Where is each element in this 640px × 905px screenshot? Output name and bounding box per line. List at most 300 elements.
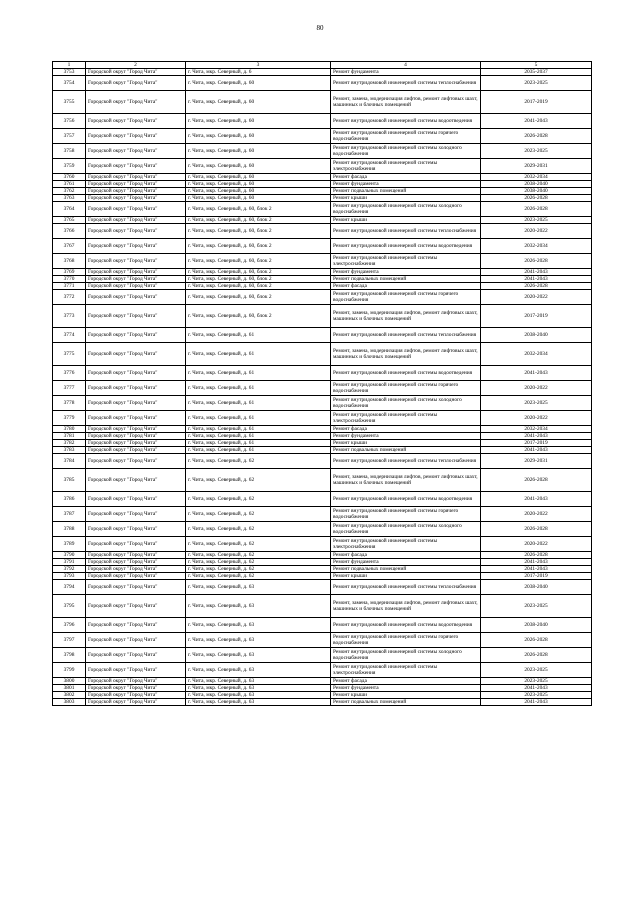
work-type-cell: Ремонт внутридомовой инженерной системы холодного водоснабжения xyxy=(331,396,481,411)
municipality-cell: Городской округ "Город Чита" xyxy=(86,566,186,573)
work-type-cell: Ремонт крыши xyxy=(331,440,481,447)
work-type-cell: Ремонт подвальных помещений xyxy=(331,447,481,454)
municipality-cell: Городской округ "Город Чита" xyxy=(86,454,186,469)
period-cell: 2023-2025 xyxy=(481,396,592,411)
column-header: 2 xyxy=(86,62,186,69)
municipality-cell: Городской округ "Город Чита" xyxy=(86,217,186,224)
address-cell: г. Чита, мкр. Северный, д. 60 xyxy=(186,195,331,202)
address-cell: г. Чита, мкр. Северный, д. 63 xyxy=(186,633,331,648)
work-type-cell: Ремонт, замена, модернизация лифтов, ремонт лифтовых шахт, машинных и блочных помещений xyxy=(331,595,481,618)
table-row xyxy=(53,290,592,305)
period-cell: 2041-2043 xyxy=(481,269,592,276)
table-row xyxy=(53,633,592,648)
table-row xyxy=(53,522,592,537)
work-type-cell: Ремонт внутридомовой инженерной системы водоотведения xyxy=(331,366,481,381)
table-row xyxy=(53,440,592,447)
table-row xyxy=(53,366,592,381)
municipality-cell: Городской округ "Город Чита" xyxy=(86,76,186,91)
row-number-cell: 3781 xyxy=(53,433,86,440)
table-row xyxy=(53,469,592,492)
municipality-cell: Городской округ "Город Чита" xyxy=(86,202,186,217)
municipality-cell: Городской округ "Город Чита" xyxy=(86,552,186,559)
table-row xyxy=(53,552,592,559)
address-cell: г. Чита, мкр. Северный, д. 60 xyxy=(186,174,331,181)
municipality-cell: Городской округ "Город Чита" xyxy=(86,129,186,144)
address-cell: г. Чита, мкр. Северный, д. 61 xyxy=(186,426,331,433)
address-cell: г. Чита, мкр. Северный, д. 60, блок 2 xyxy=(186,224,331,239)
work-type-cell: Ремонт фасада xyxy=(331,283,481,290)
period-cell: 2023-2025 xyxy=(481,217,592,224)
address-cell: г. Чита, мкр. Северный, д. 61 xyxy=(186,440,331,447)
row-number-cell: 3773 xyxy=(53,305,86,328)
row-number-cell: 3794 xyxy=(53,580,86,595)
address-cell: г. Чита, мкр. Северный, д. 61 xyxy=(186,447,331,454)
period-cell: 2026-2028 xyxy=(481,633,592,648)
page-number: 80 xyxy=(316,24,324,32)
municipality-cell: Городской округ "Город Чита" xyxy=(86,522,186,537)
table-row xyxy=(53,174,592,181)
work-type-cell: Ремонт внутридомовой инженерной системы холодного водоснабжения xyxy=(331,202,481,217)
municipality-cell: Городской округ "Город Чита" xyxy=(86,633,186,648)
work-type-cell: Ремонт внутридомовой инженерной системы теплоснабжения xyxy=(331,76,481,91)
address-cell: г. Чита, мкр. Северный, д. 60 xyxy=(186,129,331,144)
row-number-cell: 3802 xyxy=(53,692,86,699)
work-type-cell: Ремонт фасада xyxy=(331,552,481,559)
period-cell: 2038-2040 xyxy=(481,181,592,188)
table-body xyxy=(53,62,592,706)
period-cell: 2038-2040 xyxy=(481,618,592,633)
address-cell: г. Чита, мкр. Северный, д. 62 xyxy=(186,492,331,507)
work-type-cell: Ремонт фундамента xyxy=(331,559,481,566)
address-cell: г. Чита, мкр. Северный, д. 61 xyxy=(186,343,331,366)
table-row xyxy=(53,426,592,433)
work-type-cell: Ремонт внутридомовой инженерной системы электроснабжения xyxy=(331,159,481,174)
municipality-cell: Городской округ "Город Чита" xyxy=(86,426,186,433)
row-number-cell: 3754 xyxy=(53,76,86,91)
row-number-cell: 3785 xyxy=(53,469,86,492)
row-number-cell: 3787 xyxy=(53,507,86,522)
row-number-cell: 3793 xyxy=(53,573,86,580)
table-row xyxy=(53,692,592,699)
table-row xyxy=(53,159,592,174)
row-number-cell: 3764 xyxy=(53,202,86,217)
period-cell: 2023-2025 xyxy=(481,76,592,91)
address-cell: г. Чита, мкр. Северный, д. 61 xyxy=(186,328,331,343)
period-cell: 2017-2019 xyxy=(481,573,592,580)
work-type-cell: Ремонт внутридомовой инженерной системы водоотведения xyxy=(331,239,481,254)
table-row xyxy=(53,492,592,507)
row-number-cell: 3767 xyxy=(53,239,86,254)
table-row xyxy=(53,595,592,618)
work-type-cell: Ремонт внутридомовой инженерной системы горячего водоснабжения xyxy=(331,290,481,305)
address-cell: г. Чита, мкр. Северный, д. 60 xyxy=(186,144,331,159)
work-type-cell: Ремонт внутридомовой инженерной системы горячего водоснабжения xyxy=(331,507,481,522)
address-cell: г. Чита, мкр. Северный, д. 61 xyxy=(186,433,331,440)
municipality-cell: Городской округ "Город Чита" xyxy=(86,224,186,239)
row-number-cell: 3768 xyxy=(53,254,86,269)
work-type-cell: Ремонт внутридомовой инженерной системы электроснабжения xyxy=(331,537,481,552)
period-cell: 2023-2025 xyxy=(481,692,592,699)
address-cell: г. Чита, мкр. Северный, д. 63 xyxy=(186,580,331,595)
period-cell: 2038-2040 xyxy=(481,580,592,595)
work-type-cell: Ремонт внутридомовой инженерной системы холодного водоснабжения xyxy=(331,144,481,159)
row-number-cell: 3779 xyxy=(53,411,86,426)
row-number-cell: 3797 xyxy=(53,633,86,648)
work-type-cell: Ремонт крыши xyxy=(331,692,481,699)
work-type-cell: Ремонт, замена, модернизация лифтов, ремонт лифтовых шахт, машинных и блочных помещений xyxy=(331,343,481,366)
period-cell: 2026-2028 xyxy=(481,202,592,217)
table-row xyxy=(53,224,592,239)
work-type-cell: Ремонт внутридомовой инженерной системы водоотведения xyxy=(331,618,481,633)
work-type-cell: Ремонт подвальных помещений xyxy=(331,276,481,283)
municipality-cell: Городской округ "Город Чита" xyxy=(86,254,186,269)
table-row xyxy=(53,566,592,573)
row-number-cell: 3765 xyxy=(53,217,86,224)
column-header: 4 xyxy=(331,62,481,69)
municipality-cell: Городской округ "Город Чита" xyxy=(86,440,186,447)
municipality-cell: Городской округ "Город Чита" xyxy=(86,507,186,522)
municipality-cell: Городской округ "Город Чита" xyxy=(86,663,186,678)
row-number-cell: 3774 xyxy=(53,328,86,343)
period-cell: 2017-2019 xyxy=(481,91,592,114)
work-type-cell: Ремонт внутридомовой инженерной системы водоотведения xyxy=(331,114,481,129)
row-number-cell: 3758 xyxy=(53,144,86,159)
table-row xyxy=(53,69,592,76)
period-cell: 2026-2028 xyxy=(481,552,592,559)
table-row xyxy=(53,129,592,144)
row-number-cell: 3761 xyxy=(53,181,86,188)
address-cell: г. Чита, мкр. Северный, д. 60, блок 2 xyxy=(186,254,331,269)
row-number-cell: 3766 xyxy=(53,224,86,239)
municipality-cell: Городской округ "Город Чита" xyxy=(86,433,186,440)
row-number-cell: 3790 xyxy=(53,552,86,559)
address-cell: г. Чита, мкр. Северный, д. 63 xyxy=(186,678,331,685)
period-cell: 2026-2028 xyxy=(481,195,592,202)
table-row xyxy=(53,114,592,129)
period-cell: 2032-2034 xyxy=(481,343,592,366)
table-row xyxy=(53,328,592,343)
table-row xyxy=(53,454,592,469)
row-number-cell: 3763 xyxy=(53,195,86,202)
municipality-cell: Городской округ "Город Чита" xyxy=(86,188,186,195)
municipality-cell: Городской округ "Город Чита" xyxy=(86,685,186,692)
work-type-cell: Ремонт внутридомовой инженерной системы теплоснабжения xyxy=(331,224,481,239)
period-cell: 2038-2040 xyxy=(481,188,592,195)
municipality-cell: Городской округ "Город Чита" xyxy=(86,559,186,566)
work-type-cell: Ремонт, замена, модернизация лифтов, ремонт лифтовых шахт, машинных и блочных помещений xyxy=(331,91,481,114)
period-cell: 2023-2025 xyxy=(481,663,592,678)
table-row xyxy=(53,195,592,202)
address-cell: г. Чита, мкр. Северный, д. 60 xyxy=(186,114,331,129)
municipality-cell: Городской округ "Город Чита" xyxy=(86,305,186,328)
row-number-cell: 3784 xyxy=(53,454,86,469)
work-type-cell: Ремонт внутридомовой инженерной системы горячего водоснабжения xyxy=(331,129,481,144)
column-header: 1 xyxy=(53,62,86,69)
work-type-cell: Ремонт фасада xyxy=(331,426,481,433)
address-cell: г. Чита, мкр. Северный, д. 62 xyxy=(186,559,331,566)
address-cell: г. Чита, мкр. Северный, д. 61 xyxy=(186,381,331,396)
address-cell: г. Чита, мкр. Северный, д. 60 xyxy=(186,181,331,188)
row-number-cell: 3760 xyxy=(53,174,86,181)
row-number-cell: 3757 xyxy=(53,129,86,144)
row-number-cell: 3755 xyxy=(53,91,86,114)
municipality-cell: Городской округ "Город Чита" xyxy=(86,492,186,507)
period-cell: 2020-2022 xyxy=(481,224,592,239)
municipality-cell: Городской округ "Город Чита" xyxy=(86,239,186,254)
period-cell: 2020-2022 xyxy=(481,290,592,305)
work-type-cell: Ремонт фасада xyxy=(331,174,481,181)
address-cell: г. Чита, мкр. Северный, д. 62 xyxy=(186,552,331,559)
table-row xyxy=(53,269,592,276)
municipality-cell: Городской округ "Город Чита" xyxy=(86,411,186,426)
row-number-cell: 3780 xyxy=(53,426,86,433)
row-number-cell: 3775 xyxy=(53,343,86,366)
row-number-cell: 3756 xyxy=(53,114,86,129)
address-cell: г. Чита, мкр. Северный, д. 63 xyxy=(186,595,331,618)
table-row xyxy=(53,411,592,426)
work-type-cell: Ремонт фундамента xyxy=(331,685,481,692)
address-cell: г. Чита, мкр. Северный, д. 63 xyxy=(186,685,331,692)
table-row xyxy=(53,573,592,580)
municipality-cell: Городской округ "Город Чита" xyxy=(86,595,186,618)
municipality-cell: Городской округ "Город Чита" xyxy=(86,580,186,595)
table-row xyxy=(53,648,592,663)
row-number-cell: 3803 xyxy=(53,699,86,706)
table-row xyxy=(53,91,592,114)
table-row xyxy=(53,559,592,566)
municipality-cell: Городской округ "Город Чита" xyxy=(86,537,186,552)
period-cell: 2026-2028 xyxy=(481,469,592,492)
municipality-cell: Городской округ "Город Чита" xyxy=(86,343,186,366)
table-row xyxy=(53,396,592,411)
municipality-cell: Городской округ "Город Чита" xyxy=(86,159,186,174)
municipality-cell: Городской округ "Город Чита" xyxy=(86,573,186,580)
table-row xyxy=(53,381,592,396)
work-type-cell: Ремонт внутридомовой инженерной системы электроснабжения xyxy=(331,663,481,678)
period-cell: 2020-2022 xyxy=(481,507,592,522)
municipality-cell: Городской округ "Город Чита" xyxy=(86,366,186,381)
table-row xyxy=(53,537,592,552)
row-number-cell: 3800 xyxy=(53,678,86,685)
period-cell: 2041-2043 xyxy=(481,685,592,692)
period-cell: 2041-2043 xyxy=(481,559,592,566)
table-row xyxy=(53,699,592,706)
period-cell: 2041-2043 xyxy=(481,699,592,706)
row-number-cell: 3799 xyxy=(53,663,86,678)
repair-schedule-table xyxy=(52,61,592,706)
period-cell: 2026-2028 xyxy=(481,129,592,144)
address-cell: г. Чита, мкр. Северный, д. 63 xyxy=(186,648,331,663)
work-type-cell: Ремонт фундамента xyxy=(331,181,481,188)
table-row xyxy=(53,76,592,91)
address-cell: г. Чита, мкр. Северный, д. 61 xyxy=(186,396,331,411)
work-type-cell: Ремонт фасада xyxy=(331,678,481,685)
row-number-cell: 3759 xyxy=(53,159,86,174)
municipality-cell: Городской округ "Город Чита" xyxy=(86,181,186,188)
row-number-cell: 3796 xyxy=(53,618,86,633)
municipality-cell: Городской округ "Город Чита" xyxy=(86,618,186,633)
work-type-cell: Ремонт подвальных помещений xyxy=(331,699,481,706)
municipality-cell: Городской округ "Город Чита" xyxy=(86,144,186,159)
period-cell: 2041-2043 xyxy=(481,276,592,283)
table-row xyxy=(53,202,592,217)
work-type-cell: Ремонт внутридомовой инженерной системы горячего водоснабжения xyxy=(331,381,481,396)
table-row xyxy=(53,276,592,283)
period-cell: 2029-2031 xyxy=(481,159,592,174)
row-number-cell: 3771 xyxy=(53,283,86,290)
municipality-cell: Городской округ "Город Чита" xyxy=(86,396,186,411)
period-cell: 2041-2043 xyxy=(481,447,592,454)
table-row xyxy=(53,447,592,454)
period-cell: 2032-2034 xyxy=(481,426,592,433)
address-cell: г. Чита, мкр. Северный, д. 60, блок 2 xyxy=(186,239,331,254)
table-row xyxy=(53,580,592,595)
table-row xyxy=(53,618,592,633)
period-cell: 2020-2022 xyxy=(481,537,592,552)
municipality-cell: Городской округ "Город Чита" xyxy=(86,648,186,663)
work-type-cell: Ремонт, замена, модернизация лифтов, ремонт лифтовых шахт, машинных и блочных помещений xyxy=(331,469,481,492)
address-cell: г. Чита, мкр. Северный, д. 62 xyxy=(186,537,331,552)
row-number-cell: 3786 xyxy=(53,492,86,507)
address-cell: г. Чита, мкр. Северный, д. 60, блок 2 xyxy=(186,305,331,328)
municipality-cell: Городской округ "Город Чита" xyxy=(86,469,186,492)
municipality-cell: Городской округ "Город Чита" xyxy=(86,447,186,454)
period-cell: 2023-2025 xyxy=(481,678,592,685)
work-type-cell: Ремонт внутридомовой инженерной системы водоотведения xyxy=(331,492,481,507)
municipality-cell: Городской округ "Город Чита" xyxy=(86,195,186,202)
address-cell: г. Чита, мкр. Северный, д. 60, блок 2 xyxy=(186,217,331,224)
table-row xyxy=(53,283,592,290)
row-number-cell: 3801 xyxy=(53,685,86,692)
address-cell: г. Чита, мкр. Северный, д. 60 xyxy=(186,76,331,91)
municipality-cell: Городской округ "Город Чита" xyxy=(86,91,186,114)
period-cell: 2035-2037 xyxy=(481,69,592,76)
work-type-cell: Ремонт внутридомовой инженерной системы теплоснабжения xyxy=(331,580,481,595)
table-row xyxy=(53,678,592,685)
address-cell: г. Чита, мкр. Северный, д. 62 xyxy=(186,507,331,522)
work-type-cell: Ремонт внутридомовой инженерной системы горячего водоснабжения xyxy=(331,633,481,648)
work-type-cell: Ремонт внутридомовой инженерной системы холодного водоснабжения xyxy=(331,648,481,663)
row-number-cell: 3753 xyxy=(53,69,86,76)
address-cell: г. Чита, мкр. Северный, д. 63 xyxy=(186,692,331,699)
work-type-cell: Ремонт внутридомовой инженерной системы теплоснабжения xyxy=(331,328,481,343)
address-cell: г. Чита, мкр. Северный, д. 63 xyxy=(186,618,331,633)
row-number-cell: 3791 xyxy=(53,559,86,566)
table-row xyxy=(53,254,592,269)
period-cell: 2023-2025 xyxy=(481,144,592,159)
period-cell: 2017-2019 xyxy=(481,305,592,328)
row-number-cell: 3783 xyxy=(53,447,86,454)
municipality-cell: Городской округ "Город Чита" xyxy=(86,276,186,283)
work-type-cell: Ремонт крыши xyxy=(331,195,481,202)
row-number-cell: 3769 xyxy=(53,269,86,276)
address-cell: г. Чита, мкр. Северный, д. 60 xyxy=(186,159,331,174)
period-cell: 2026-2028 xyxy=(481,648,592,663)
period-cell: 2026-2028 xyxy=(481,254,592,269)
address-cell: г. Чита, мкр. Северный, д. 62 xyxy=(186,454,331,469)
row-number-cell: 3782 xyxy=(53,440,86,447)
period-cell: 2038-2040 xyxy=(481,328,592,343)
municipality-cell: Городской округ "Город Чита" xyxy=(86,174,186,181)
row-number-cell: 3776 xyxy=(53,366,86,381)
column-header: 5 xyxy=(481,62,592,69)
period-cell: 2032-2034 xyxy=(481,239,592,254)
work-type-cell: Ремонт фундамента xyxy=(331,69,481,76)
address-cell: г. Чита, мкр. Северный, д. 60 xyxy=(186,91,331,114)
work-type-cell: Ремонт крыши xyxy=(331,217,481,224)
period-cell: 2020-2022 xyxy=(481,411,592,426)
period-cell: 2041-2043 xyxy=(481,566,592,573)
address-cell: г. Чита, мкр. Северный, д. 62 xyxy=(186,522,331,537)
municipality-cell: Городской округ "Город Чита" xyxy=(86,328,186,343)
table-row xyxy=(53,305,592,328)
table-row xyxy=(53,343,592,366)
table-row xyxy=(53,433,592,440)
period-cell: 2041-2043 xyxy=(481,433,592,440)
column-header: 3 xyxy=(186,62,331,69)
municipality-cell: Городской округ "Город Чита" xyxy=(86,69,186,76)
address-cell: г. Чита, мкр. Северный, д. 61 xyxy=(186,411,331,426)
work-type-cell: Ремонт подвальных помещений xyxy=(331,188,481,195)
period-cell: 2041-2043 xyxy=(481,114,592,129)
period-cell: 2041-2043 xyxy=(481,366,592,381)
municipality-cell: Городской округ "Город Чита" xyxy=(86,699,186,706)
row-number-cell: 3798 xyxy=(53,648,86,663)
work-type-cell: Ремонт внутридомовой инженерной системы электроснабжения xyxy=(331,254,481,269)
row-number-cell: 3777 xyxy=(53,381,86,396)
address-cell: г. Чита, мкр. Северный, д. 62 xyxy=(186,469,331,492)
period-cell: 2020-2022 xyxy=(481,381,592,396)
municipality-cell: Городской округ "Город Чита" xyxy=(86,692,186,699)
row-number-cell: 3795 xyxy=(53,595,86,618)
row-number-cell: 3792 xyxy=(53,566,86,573)
table-row xyxy=(53,144,592,159)
table-row xyxy=(53,507,592,522)
table-row xyxy=(53,685,592,692)
municipality-cell: Городской округ "Город Чита" xyxy=(86,283,186,290)
row-number-cell: 3770 xyxy=(53,276,86,283)
work-type-cell: Ремонт подвальных помещений xyxy=(331,566,481,573)
work-type-cell: Ремонт внутридомовой инженерной системы теплоснабжения xyxy=(331,454,481,469)
municipality-cell: Городской округ "Город Чита" xyxy=(86,678,186,685)
table-row xyxy=(53,217,592,224)
period-cell: 2017-2019 xyxy=(481,440,592,447)
row-number-cell: 3789 xyxy=(53,537,86,552)
table-row xyxy=(53,663,592,678)
municipality-cell: Городской округ "Город Чита" xyxy=(86,269,186,276)
header-row xyxy=(53,62,592,69)
municipality-cell: Городской округ "Город Чита" xyxy=(86,381,186,396)
municipality-cell: Городской округ "Город Чита" xyxy=(86,290,186,305)
address-cell: г. Чита, мкр. Северный, д. 63 xyxy=(186,699,331,706)
row-number-cell: 3788 xyxy=(53,522,86,537)
work-type-cell: Ремонт фундамента xyxy=(331,433,481,440)
period-cell: 2041-2043 xyxy=(481,492,592,507)
address-cell: г. Чита, мкр. Северный, д. 60, блок 2 xyxy=(186,290,331,305)
table-row xyxy=(53,239,592,254)
work-type-cell: Ремонт крыши xyxy=(331,573,481,580)
work-type-cell: Ремонт внутридомовой инженерной системы электроснабжения xyxy=(331,411,481,426)
address-cell: г. Чита, мкр. Северный, д. 62 xyxy=(186,573,331,580)
row-number-cell: 3772 xyxy=(53,290,86,305)
address-cell: г. Чита, мкр. Северный, д. 60, блок 2 xyxy=(186,276,331,283)
period-cell: 2023-2025 xyxy=(481,595,592,618)
row-number-cell: 3762 xyxy=(53,188,86,195)
period-cell: 2026-2028 xyxy=(481,522,592,537)
table-row xyxy=(53,188,592,195)
table-row xyxy=(53,181,592,188)
period-cell: 2026-2028 xyxy=(481,283,592,290)
